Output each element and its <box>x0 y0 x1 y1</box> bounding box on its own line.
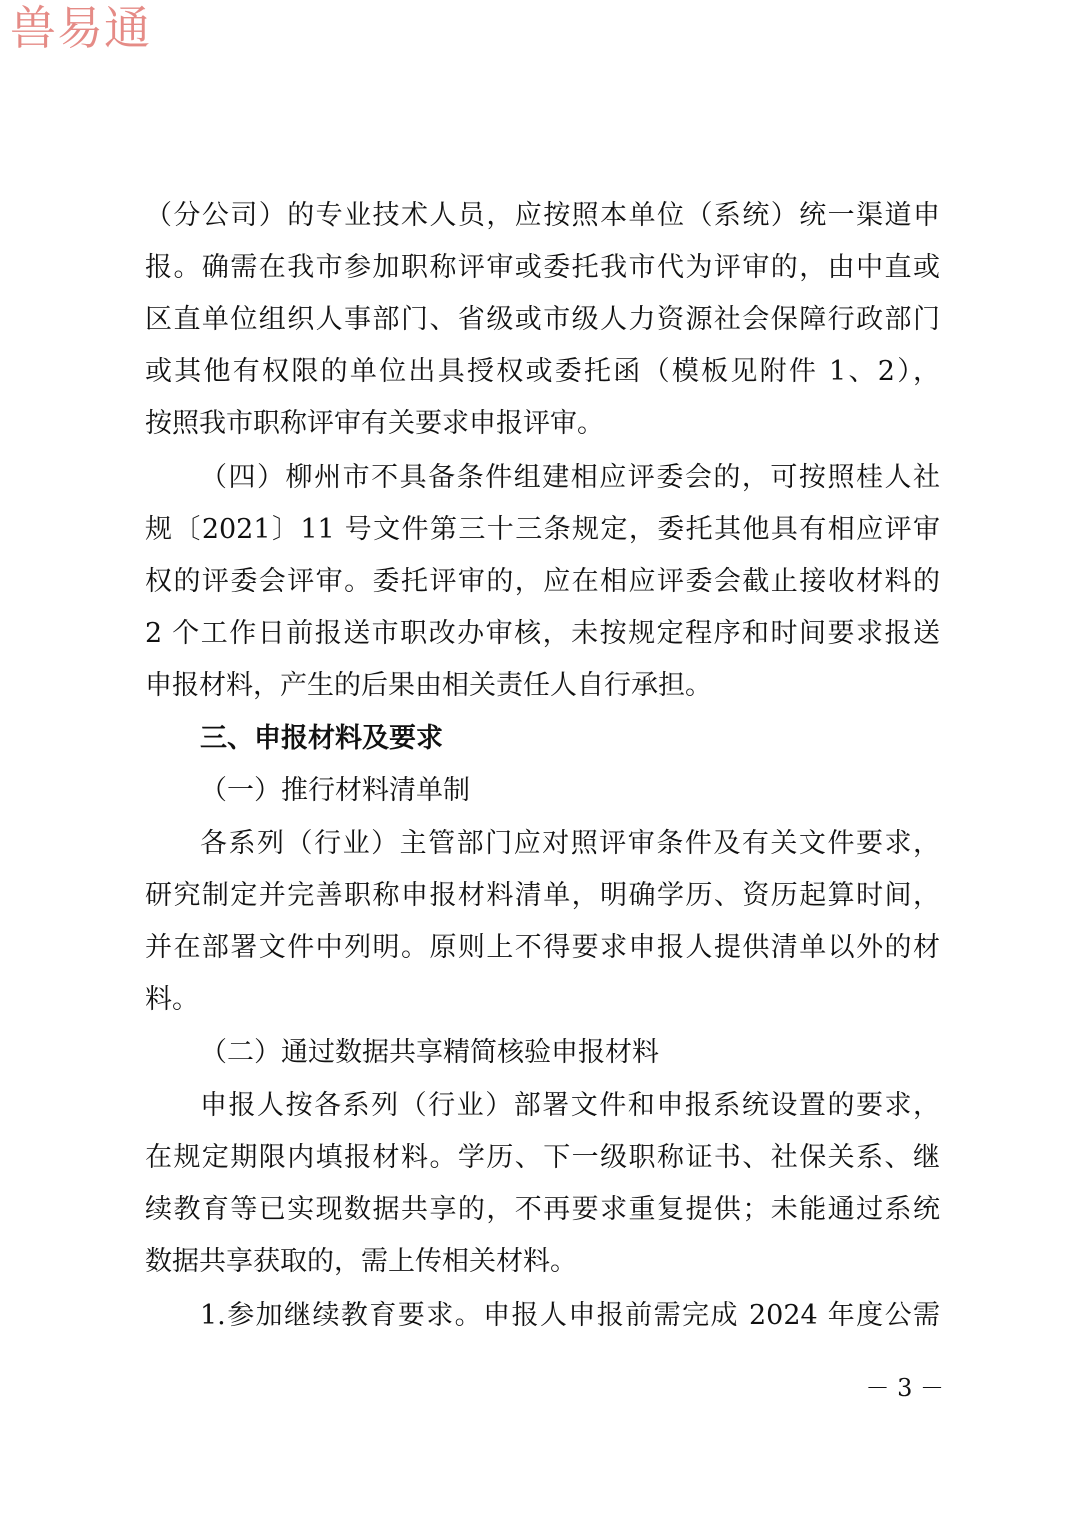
paragraph-line: 数据共享获取的，需上传相关材料。 <box>145 1246 577 1277</box>
paragraph-line: （四）柳州市不具备条件组建相应评委会的，可按照桂人社 <box>200 462 940 493</box>
subsection-heading: （二）通过数据共享精简核验申报材料 <box>200 1037 659 1068</box>
paragraph-line: 1.参加继续教育要求。申报人申报前需完成 2024 年度公需 <box>200 1300 940 1331</box>
section-heading: 三、申报材料及要求 <box>200 723 443 754</box>
subsection-heading: （一）推行材料清单制 <box>200 775 470 806</box>
paragraph-line: 申报材料，产生的后果由相关责任人自行承担。 <box>145 670 712 701</box>
paragraph-line: 报。确需在我市参加职称评审或委托我市代为评审的，由中直或 <box>145 252 940 283</box>
paragraph-line: 各系列（行业）主管部门应对照评审条件及有关文件要求， <box>200 828 940 859</box>
paragraph-line: 规〔2021〕11 号文件第三十三条规定，委托其他具有相应评审 <box>145 514 940 545</box>
watermark-logo: 兽易通 <box>10 1 151 55</box>
paragraph-line: 区直单位组织人事部门、省级或市级人力资源社会保障行政部门 <box>145 304 940 335</box>
paragraph-line: 2 个工作日前报送市职改办审核，未按规定程序和时间要求报送 <box>145 618 940 649</box>
paragraph-line: 研究制定并完善职称申报材料清单，明确学历、资历起算时间， <box>145 880 940 911</box>
paragraph-line: 续教育等已实现数据共享的，不再要求重复提供；未能通过系统 <box>145 1194 940 1225</box>
paragraph-line: 在规定期限内填报材料。学历、下一级职称证书、社保关系、继 <box>145 1142 940 1173</box>
paragraph-line: （分公司）的专业技术人员，应按照本单位（系统）统一渠道申 <box>145 200 940 231</box>
paragraph-line: 权的评委会评审。委托评审的，应在相应评委会截止接收材料的 <box>145 566 940 597</box>
paragraph-line: 并在部署文件中列明。原则上不得要求申报人提供清单以外的材 <box>145 932 940 963</box>
paragraph-line: 料。 <box>145 984 199 1015</box>
paragraph-line: 或其他有权限的单位出具授权或委托函（模板见附件 1、2）， <box>145 356 940 387</box>
page-number: － 3 － <box>865 1374 944 1402</box>
paragraph-line: 按照我市职称评审有关要求申报评审。 <box>145 408 604 439</box>
paragraph-line: 申报人按各系列（行业）部署文件和申报系统设置的要求， <box>200 1090 940 1121</box>
